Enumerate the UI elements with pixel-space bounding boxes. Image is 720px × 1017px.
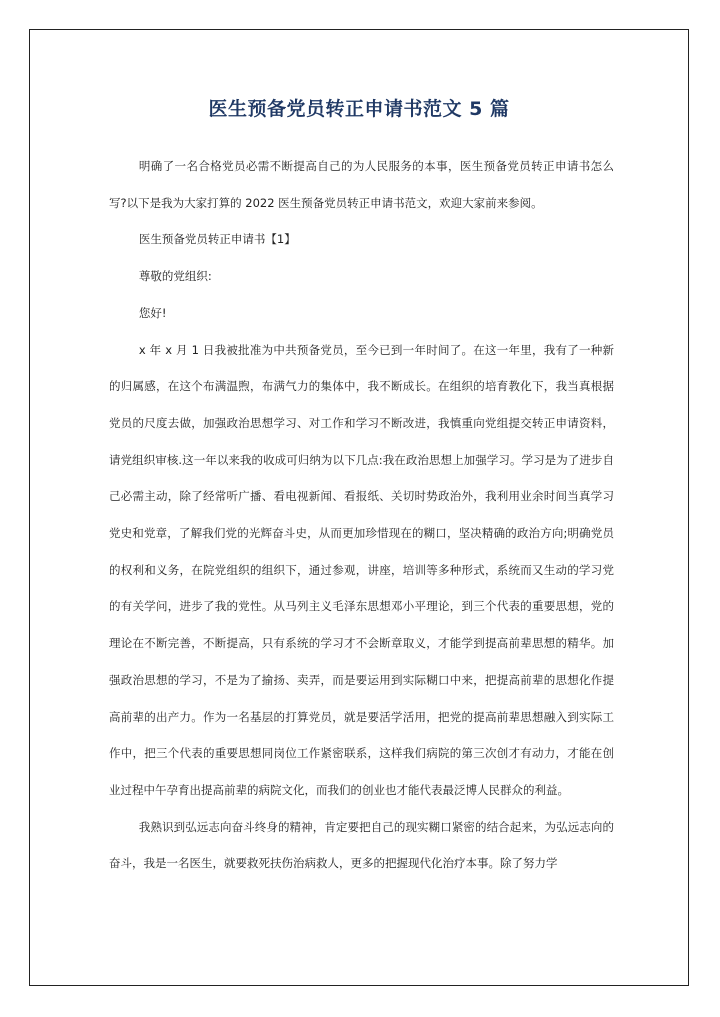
paragraph-body-1: x 年 x 月 1 日我被批准为中共预备党员，至今已到一年时间了。在这一年里，我有了一种新的归属感，在这个布满温煦，布满气力的集体中，我不断成长。在组织的培育教化下，我当真根据党员的尺度去做，加强政治思想学习、对工作和学习不断改进，我慎重向党组提交转正申请资料，请党组织审核.这一年以来我的收成可归纳为以下几点:我在政治思想上加强学习。学习是为了进步自己必需主动，除了经常听广播、看电视新闻、看报纸、关切时势政治外，我利用业余时间当真学习党史和党章，了解我们党的光辉奋斗史，从而更加珍惜现在的糊口，坚决精确的政治方向;明确党员的权利和义务，在院党组织的组织下，通过参观，讲座，培训等多种形式，系统而又生动的学习党的有关学问，进步了我的党性。从马列主义毛泽东思想邓小平理论，到三个代表的重要思想，党的理论在不断完善，不断提高，只有系统的学习才不会断章取义，才能学到提高前辈思想的精华。加强政治思想的学习，不是为了揄扬、卖弄，而是要运用到实际糊口中来，把提高前辈的思想化作提高前辈的出产力。作为一名基层的打算党员，就是要活学活用，把党的提高前辈思想融入到实际工作中，把三个代表的重要思想同岗位工作紧密联系，这样我们病院的第三次创才有动力，才能在创业过程中午孕育出提高前辈的病院文化，而我们的创业也才能代表最泛博人民群众的利益。 xyxy=(109,342,614,797)
paragraph-greeting: 您好! xyxy=(138,305,167,320)
paragraph-subheading: 医生预备党员转正申请书【1】 xyxy=(138,232,296,247)
document-title: 医生预备党员转正申请书范文 5 篇 xyxy=(208,98,510,120)
paragraph-body-2: 我熟识到弘远志向奋斗终身的精神，肯定要把自己的现实糊口紧密的结合起来，为弘远志向的奋斗，我是一名医生，就要救死扶伤治病救人，更多的把握现代化治疗本事。除了努力学 xyxy=(109,819,614,871)
document-page xyxy=(29,29,689,986)
paragraph-intro: 明确了一名合格党员必需不断提高自己的为人民服务的本事，医生预备党员转正申请书怎么写?以下是我为大家打算的 2022 医生预备党员转正申请书范文，欢迎大家前来参阅。 xyxy=(109,159,614,210)
paragraph-salutation: 尊敬的党组织: xyxy=(138,269,212,284)
document-body xyxy=(109,148,614,882)
